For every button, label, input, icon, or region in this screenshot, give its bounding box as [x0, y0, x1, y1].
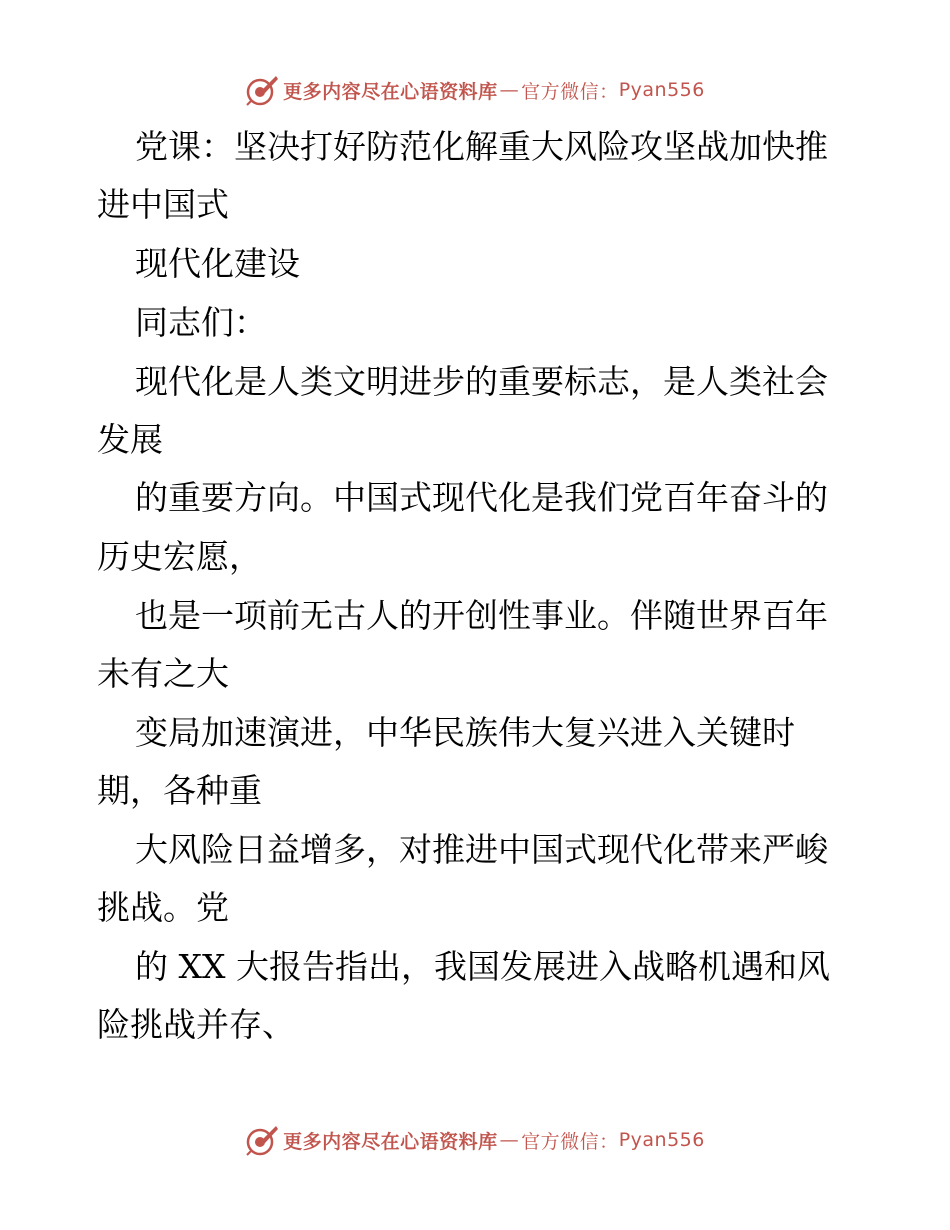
body-line: 险挑战并存、 — [97, 1005, 295, 1044]
body-line: 也是一项前无古人的开创性事业。伴随世界百年 — [135, 596, 828, 635]
banner-main-text: 更多内容尽在心语资料库 — [283, 80, 498, 103]
body-line: 挑战。党 — [97, 888, 229, 927]
banner-separator: — — [499, 1129, 520, 1151]
banner-wechat-label: 官方微信： — [521, 80, 619, 103]
body-line: 历史宏愿， — [97, 537, 262, 576]
salutation-line: 同志们： — [135, 303, 267, 342]
title-line-1: 党课：坚决打好防范化解重大风险攻坚战加快推 — [135, 127, 828, 166]
body-line: 现代化是人类文明进步的重要标志，是人类社会 — [135, 362, 828, 401]
banner-wechat-id: Pyan556 — [618, 1129, 705, 1151]
pen-logo-icon — [245, 1123, 279, 1157]
header-watermark-banner — [0, 70, 950, 110]
footer-watermark-banner — [0, 1120, 950, 1160]
body-line: 的重要方向。中国式现代化是我们党百年奋斗的 — [135, 478, 828, 517]
body-line: 期，各种重 — [97, 771, 262, 810]
banner-wechat-id: Pyan556 — [618, 79, 705, 101]
body-line: 的 XX 大报告指出，我国发展进入战略机遇和风 — [135, 947, 830, 986]
title-line-3: 现代化建设 — [135, 244, 300, 283]
body-line: 大风险日益增多，对推进中国式现代化带来严峻 — [135, 830, 828, 869]
body-line: 未有之大 — [97, 654, 229, 693]
body-line: 变局加速演进，中华民族伟大复兴进入关键时 — [135, 713, 795, 752]
body-line: 发展 — [97, 420, 163, 459]
title-line-2: 进中国式 — [97, 185, 229, 224]
banner-separator: — — [499, 79, 520, 101]
pen-logo-icon — [245, 73, 279, 107]
banner-wechat-label: 官方微信： — [521, 1130, 619, 1153]
banner-main-text: 更多内容尽在心语资料库 — [283, 1130, 498, 1153]
